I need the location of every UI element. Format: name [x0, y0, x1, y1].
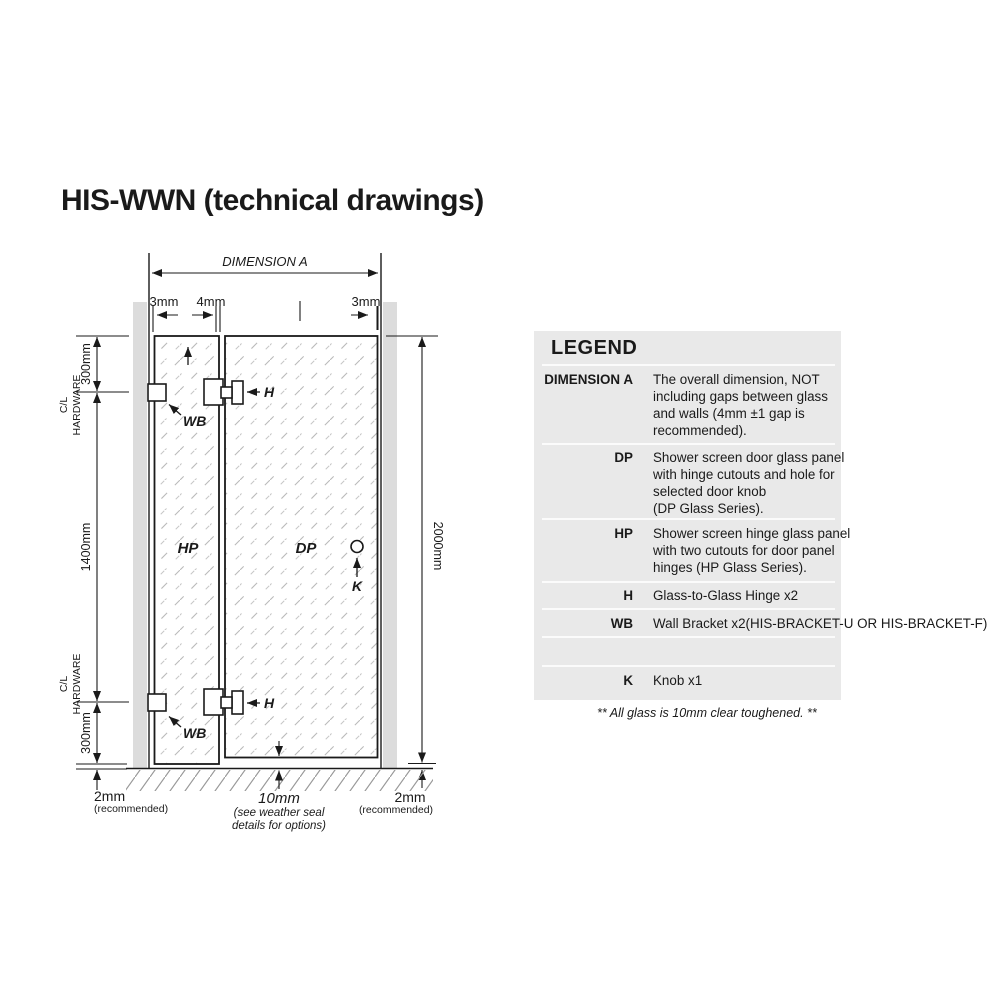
left-wall [133, 302, 147, 769]
legend-heading: LEGEND [551, 337, 638, 359]
bottom-offset-label: 300mm [79, 712, 93, 754]
legend-desc-line: selected door knob [653, 484, 767, 499]
floor-gap-left-label: 2mm [94, 788, 126, 804]
legend-description [653, 525, 850, 576]
floor-gap-left-note: (recommended) [94, 803, 169, 815]
legend-desc-line: (DP Glass Series). [653, 501, 764, 516]
page-title: HIS-WWN (technical drawings) [61, 184, 484, 217]
gap-middle-label: 4mm [196, 294, 226, 309]
legend-divider [542, 636, 835, 638]
legend-term: HP [614, 526, 633, 541]
bracket-label-bottom: WB [183, 725, 207, 741]
knob-symbol [351, 541, 363, 553]
middle-span-label: 1400mm [79, 522, 93, 572]
legend-divider [542, 608, 835, 610]
legend-term: DP [614, 450, 633, 465]
legend-desc-line: with hinge cutouts and hole for [653, 467, 835, 482]
legend-desc-line: Shower screen door glass panel [653, 450, 845, 465]
top-offset-label: 300mm [79, 343, 93, 385]
top-hinge [204, 379, 223, 405]
cl-bottom-line1: C/L [58, 675, 70, 693]
legend-description [653, 587, 798, 604]
legend-desc-line: recommended). [653, 423, 747, 438]
seal-gap-label: 10mm [258, 790, 300, 807]
gap-arrows [153, 301, 378, 332]
legend-term: WB [610, 616, 633, 631]
legend-desc-line: hinges (HP Glass Series). [653, 560, 807, 575]
legend-desc-line: Shower screen hinge glass panel [653, 526, 851, 541]
knob-label: K [351, 578, 363, 594]
hinge-label-bottom: H [264, 695, 275, 711]
glass-footnote: ** All glass is 10mm clear toughened. ** [597, 706, 817, 720]
legend-description [653, 672, 702, 689]
legend-term: K [623, 673, 633, 688]
door-panel-label: DP [295, 540, 317, 557]
legend-term: DIMENSION A [544, 372, 633, 387]
bottom-hinge [204, 689, 223, 715]
legend-divider [542, 443, 835, 445]
legend-desc-line: The overall dimension, NOT [653, 372, 820, 387]
legend-divider [542, 665, 835, 667]
overall-height-label: 2000mm [431, 521, 445, 571]
bracket-label-top: WB [183, 413, 207, 429]
gap-right-label: 3mm [351, 294, 381, 309]
legend-desc-line: Knob x1 [653, 673, 703, 688]
dimension-a-label: DIMENSION A [222, 254, 308, 269]
legend-desc-line: and walls (4mm ±1 gap is [653, 406, 805, 421]
cl-top-line2: HARDWARE [71, 374, 83, 436]
legend-desc-line: Glass-to-Glass Hinge x2 [653, 588, 799, 603]
gap-left-label: 3mm [149, 294, 179, 309]
cl-top-line1: C/L [58, 396, 70, 414]
top-wall-bracket [148, 384, 166, 401]
legend-desc-line: with two cutouts for door panel [653, 543, 835, 558]
legend-panel [534, 331, 988, 700]
hinge-label-top: H [264, 384, 275, 400]
hinge-panel-label: HP [177, 540, 199, 557]
legend-desc-line: Wall Bracket x2(HIS-BRACKET-U OR HIS-BRACKET-F) [653, 616, 988, 631]
legend-description [653, 449, 844, 517]
legend-description [653, 371, 828, 439]
legend-divider [542, 518, 835, 520]
bottom-wall-bracket [148, 694, 166, 711]
legend-desc-line: including gaps between glass [653, 389, 828, 404]
cl-bottom-line2: HARDWARE [71, 653, 83, 715]
legend-term: H [623, 588, 633, 603]
legend-divider [542, 581, 835, 583]
floor-gap-right-note: (recommended) [358, 804, 434, 816]
floor-gap-right-label: 2mm [394, 789, 426, 805]
legend-divider [542, 364, 835, 366]
right-wall [383, 302, 397, 769]
seal-note-line2: details for options) [232, 820, 326, 832]
legend-description [653, 615, 987, 632]
seal-note-line1: (see weather seal [233, 807, 325, 819]
